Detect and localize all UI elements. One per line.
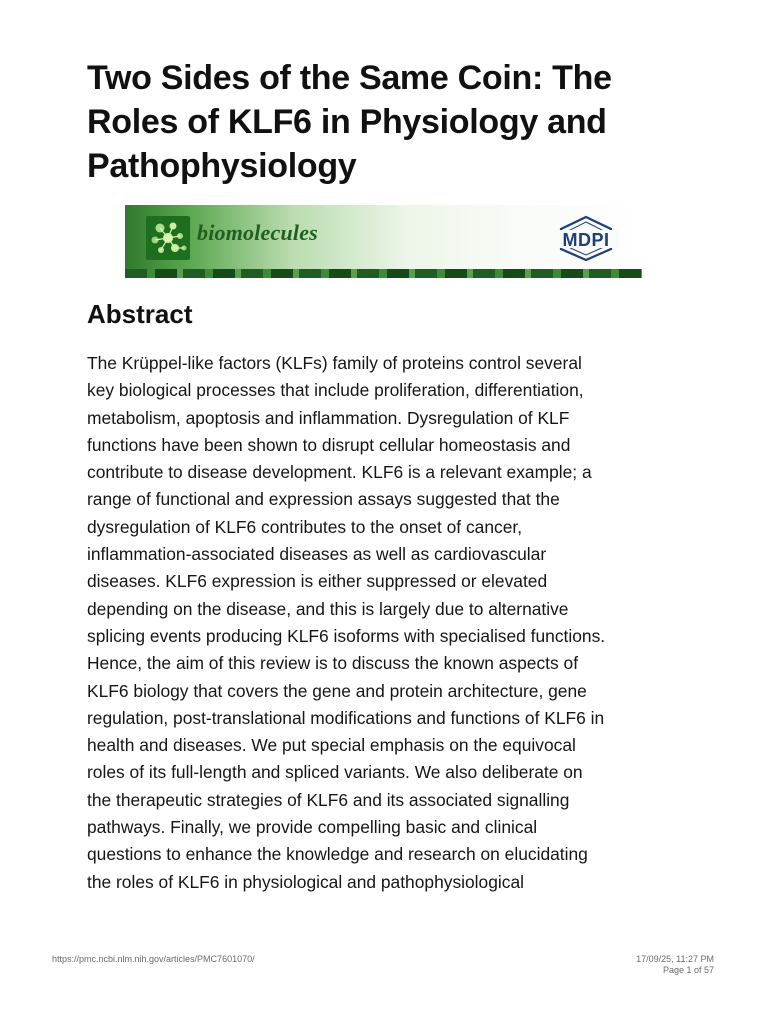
abstract-line: The Krüppel-like factors (KLFs) family of proteins control several xyxy=(87,353,582,373)
abstract-line: health and diseases. We put special emphasis on the equivocal xyxy=(87,735,576,756)
abstract-line: KLF6 biology that covers the gene and protein architecture, gene xyxy=(87,680,587,701)
print-info xyxy=(636,954,714,976)
abstract-heading: Abstract xyxy=(87,299,193,329)
abstract-line: contribute to disease development. KLF6 is a relevant example; a xyxy=(87,462,592,483)
source-url: https://pmc.ncbi.nlm.nih.gov/articles/PMC7601070/ xyxy=(52,954,255,964)
abstract-line: questions to enhance the knowledge and research on elucidating xyxy=(87,844,588,865)
abstract-line: inflammation-associated diseases as well as cardiovascular xyxy=(87,544,547,565)
publisher-logo xyxy=(549,215,623,261)
abstract-line: functions have been shown to disrupt cellular homeostasis and xyxy=(87,434,571,455)
abstract-line: splicing events producing KLF6 isoforms with specialised functions. xyxy=(87,625,606,646)
abstract-line: range of functional and expression assays suggested that the xyxy=(87,489,560,510)
abstract-line: regulation, post-translational modifications and functions of KLF6 in xyxy=(87,707,605,728)
abstract-line: metabolism, apoptosis and inflammation. Dysregulation of KLF xyxy=(87,407,570,428)
abstract-line: depending on the disease, and this is largely due to alternative xyxy=(87,598,569,619)
abstract-line: diseases. KLF6 expression is either suppressed or elevated xyxy=(87,571,548,592)
abstract-line: key biological processes that include proliferation, differentiation, xyxy=(87,380,584,401)
banner-strip xyxy=(125,269,642,278)
journal-banner xyxy=(125,205,642,278)
abstract-line: dysregulation of KLF6 contributes to the onset of cancer, xyxy=(87,516,523,537)
abstract-line: roles of its full-length and spliced variants. We also deliberate on xyxy=(87,762,583,783)
journal-name: biomolecules xyxy=(197,220,318,245)
molecule-cluster-icon xyxy=(146,216,190,260)
publisher-name: MDPI xyxy=(562,230,610,250)
abstract-line: pathways. Finally, we provide compelling basic and clinical xyxy=(87,817,538,838)
abstract-paragraph xyxy=(87,350,687,896)
abstract-line: the therapeutic strategies of KLF6 and its associated signalling xyxy=(87,789,570,810)
print-timestamp: 17/09/25, 11:27 PM xyxy=(636,954,714,964)
page-counter: Page 1 of 57 xyxy=(662,965,714,975)
abstract-line: the roles of KLF6 in physiological and pathophysiological xyxy=(87,871,524,892)
article-title: Two Sides of the Same Coin: The Roles of KLF6 in Physiology and Pathophysiology xyxy=(87,59,612,185)
abstract-line: Hence, the aim of this review is to discuss the known aspects of xyxy=(87,653,579,674)
